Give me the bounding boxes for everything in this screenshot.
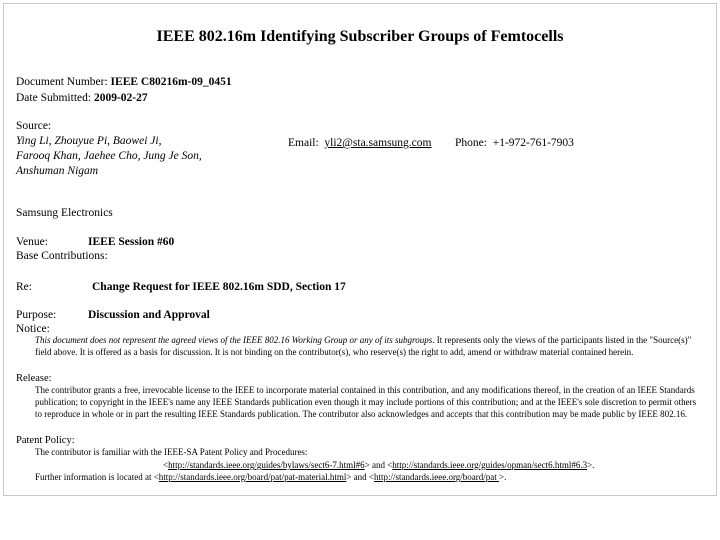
re-label: Re: — [16, 281, 32, 293]
source-label: Source: — [16, 120, 52, 132]
patent-policy-line1: The contributor is familiar with the IEEE-SA Patent Policy and Procedures: — [35, 447, 308, 457]
source-author-line: Anshuman Nigam — [16, 165, 99, 177]
venue-value: IEEE Session #60 — [88, 236, 175, 248]
affiliation: Samsung Electronics — [16, 207, 113, 219]
email-link[interactable]: yli2@sta.samsung.com — [324, 137, 432, 149]
phone — [455, 135, 574, 151]
re-value: Change Request for IEEE 802.16m SDD, Section 17 — [92, 281, 346, 293]
patent-policy-label: Patent Policy: — [16, 435, 75, 446]
purpose-label: Purpose: — [16, 309, 57, 321]
notice-body-text: . It represents only the views of the participants listed in the "Source(s)" field above. It is offered as a basis for discussion. It is not binding on the contributor(s), who reserve(s) the right to add, amend or withdraw material contained herein. — [35, 335, 692, 357]
opman-link[interactable]: http://standards.ieee.org/guides/opman/sect6.html#6.3 — [392, 460, 588, 470]
notice-label: Notice: — [16, 323, 50, 335]
phone-value: +1-972-761-7903 — [492, 137, 574, 149]
document-number — [16, 74, 232, 90]
page-title: IEEE 802.16m Identifying Subscriber Groups of Femtocells — [156, 28, 564, 45]
board-pat-link[interactable]: http://standards.ieee.org/board/pat — [373, 472, 500, 482]
further-info-text: Further information is located at < — [35, 472, 159, 482]
patent-policy-further-line: Further information is located at <http://standards.ieee.org/board/pat/pat-material.html> and <http://standards.ieee.org/board/pat >. — [35, 472, 507, 482]
release-text: The contributor grants a free, irrevocable license to the IEEE to incorporate material contained in this contribution, and any modifications thereof, in the creation of an IEEE Standards publication; to copyright in the IEEE's name any IEEE Standards publication even though it may include portions of this contribution; and at the IEEE's sole discretion to permit others to reproduce in whole or in part the resulting IEEE Standards publication. The contributor also acknowledges and accepts that this contribution may be made public by IEEE 802.16. — [35, 385, 697, 419]
phone-label: Phone: — [455, 137, 487, 149]
base-contributions-label: Base Contributions: — [16, 250, 108, 262]
email-label: Email: — [288, 137, 319, 149]
document-number-label: Document Number: — [16, 76, 108, 88]
date-submitted-label: Date Submitted: — [16, 92, 92, 104]
document-number-value: IEEE C80216m-09_0451 — [110, 76, 232, 88]
venue-label: Venue: — [16, 236, 48, 248]
patent-policy-links-line: <http://standards.ieee.org/guides/bylaws/sect6-7.html#6> and <http://standards.ieee.org/guides/opman/sect6.html#6.3>. — [163, 460, 595, 470]
date-submitted-value: 2009-02-27 — [93, 92, 148, 104]
email — [288, 135, 431, 151]
bylaws-link[interactable]: http://standards.ieee.org/guides/bylaws/sect6-7.html#6 — [168, 460, 365, 470]
release-label: Release: — [16, 373, 52, 384]
date-submitted — [16, 90, 148, 106]
notice-italic-text: This document does not represent the agreed views of the IEEE 802.16 Working Group or any of its subgroups — [35, 335, 433, 345]
notice-text — [35, 335, 705, 359]
purpose-value: Discussion and Approval — [88, 309, 210, 321]
source-author-line: Farooq Khan, Jaehee Cho, Jung Je Son, — [16, 150, 202, 162]
source-author-line: Ying Li, Zhouyue Pi, Baowei Ji, — [16, 135, 162, 147]
pat-material-link[interactable]: http://standards.ieee.org/board/pat/pat-material.html — [158, 472, 347, 482]
